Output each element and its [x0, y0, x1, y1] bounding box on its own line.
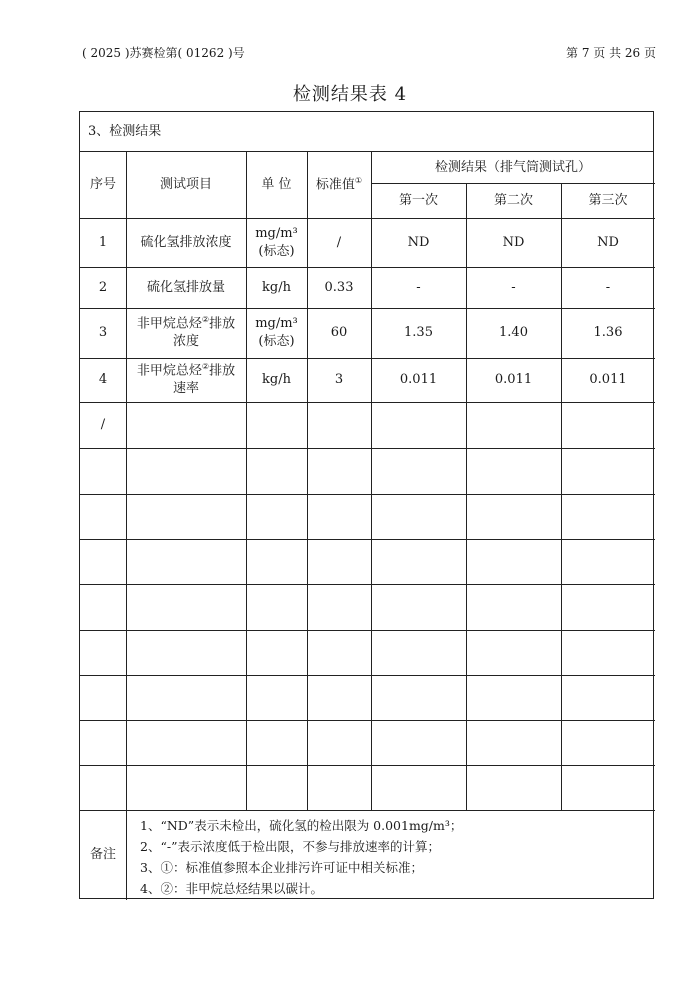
item-line-1 — [137, 362, 235, 380]
header-seq — [80, 152, 126, 218]
cell-third — [561, 358, 655, 402]
cell-first — [371, 267, 466, 308]
cell-item — [126, 218, 246, 267]
remark-line: 1、“ND”表示未检出，硫化氢的检出限为 0.001mg/m³； — [140, 818, 463, 833]
cell-second — [466, 267, 561, 308]
remark-line: 4、②：非甲烷总烃结果以碳计。 — [140, 881, 323, 896]
standard-footnote-mark: ① — [354, 176, 363, 186]
row-line — [80, 539, 655, 540]
cell-standard — [307, 358, 371, 402]
result-third: 0.011 — [589, 372, 627, 388]
row-line — [80, 765, 655, 766]
cell-item — [126, 402, 246, 448]
cell-unit — [246, 308, 307, 358]
cell-first — [371, 308, 466, 358]
section-label: 3、检测结果 — [80, 112, 653, 152]
item-name: 硫化氢排放量 — [146, 279, 225, 295]
result-first: 0.011 — [399, 372, 438, 388]
standard-label-wrap — [316, 176, 362, 194]
item-line-2: 速率 — [172, 381, 199, 397]
remark-line: 3、①：标准值参照本企业排污许可证中相关标准； — [140, 860, 423, 875]
cell-third — [561, 402, 655, 448]
cell-seq — [80, 402, 126, 448]
result-first: ND — [407, 234, 430, 250]
header-unit — [246, 152, 307, 218]
cell-first — [371, 218, 466, 267]
result-second: - — [511, 279, 516, 295]
seq-value: / — [100, 417, 106, 433]
seq-value: 4 — [98, 372, 108, 388]
cell-seq — [80, 218, 126, 267]
result-third: 1.36 — [593, 325, 623, 341]
doc-number: ( 2025 )苏赛检第( 01262 )号 — [82, 46, 245, 60]
cell-item — [126, 267, 246, 308]
row-line — [80, 810, 655, 811]
cell-unit — [246, 218, 307, 267]
row-line — [80, 720, 655, 721]
cell-third — [561, 218, 655, 267]
header-standard-label: 标准值 — [315, 177, 355, 193]
cell-third — [561, 308, 655, 358]
header-third-label: 第三次 — [588, 192, 628, 208]
result-second: 0.011 — [494, 372, 533, 388]
item-name-suffix: 排放 — [209, 363, 236, 379]
result-first: - — [416, 279, 421, 295]
cell-unit — [246, 358, 307, 402]
unit-value: kg/h — [262, 372, 291, 388]
cell-third — [561, 267, 655, 308]
remarks-label-cell — [80, 810, 126, 900]
cell-standard — [307, 267, 371, 308]
standard-value: / — [336, 234, 342, 250]
cell-standard — [307, 308, 371, 358]
cell-first — [371, 358, 466, 402]
header-second — [466, 183, 561, 218]
remarks-label: 备注 — [89, 847, 116, 863]
page-title: 检测结果表 4 — [292, 84, 408, 105]
results-table — [79, 111, 654, 899]
result-third: ND — [597, 234, 619, 250]
unit-value: mg/m³ — [255, 225, 298, 241]
cell-second — [466, 358, 561, 402]
remark-line: 2、“-”表示浓度低于检出限，不参与排放速率的计算； — [140, 839, 440, 854]
result-second: 1.40 — [499, 325, 528, 341]
row-line — [80, 675, 655, 676]
item-name: 非甲烷总烃 — [136, 316, 202, 332]
cell-standard — [307, 402, 371, 448]
cell-seq — [80, 267, 126, 308]
cell-seq — [80, 308, 126, 358]
cell-first — [371, 402, 466, 448]
header-item-label: 测试项目 — [159, 177, 212, 193]
cell-item — [126, 308, 246, 358]
remarks-divider — [126, 810, 127, 900]
seq-value: 2 — [98, 279, 108, 295]
result-third: - — [605, 279, 611, 295]
standard-value: 3 — [334, 372, 344, 388]
cell-item — [126, 358, 246, 402]
cell-second — [466, 308, 561, 358]
header-third — [561, 183, 655, 218]
result-first: 1.35 — [404, 325, 433, 341]
item-name: 非甲烷总烃 — [136, 363, 202, 379]
cell-second — [466, 402, 561, 448]
unit-qualifier: (标态) — [258, 334, 295, 349]
header-unit-label: 单 位 — [261, 177, 292, 193]
unit-qualifier: (标态) — [258, 243, 295, 259]
header-first-label: 第一次 — [398, 192, 438, 208]
item-line-1 — [137, 315, 235, 333]
item-name: 硫化氢排放浓度 — [140, 234, 232, 250]
cell-unit — [246, 267, 307, 308]
header-second-label: 第二次 — [493, 192, 533, 208]
seq-value: 1 — [98, 234, 108, 250]
result-second: ND — [502, 234, 525, 250]
row-line — [80, 584, 655, 585]
cell-unit — [246, 402, 307, 448]
header-standard — [307, 152, 371, 218]
header-seq-label: 序号 — [89, 177, 116, 193]
page-info: 第 7 页 共 26 页 — [566, 46, 656, 60]
row-line — [80, 630, 655, 631]
standard-value: 60 — [330, 325, 348, 341]
row-line — [80, 448, 655, 449]
cell-standard — [307, 218, 371, 267]
row-line — [80, 494, 655, 495]
unit-value: mg/m³ — [255, 316, 298, 332]
item-name-suffix: 排放 — [209, 316, 236, 332]
seq-value: 3 — [98, 325, 108, 341]
cell-second — [466, 218, 561, 267]
item-line-2: 浓度 — [172, 334, 199, 350]
header-item — [126, 152, 246, 218]
item-footnote-mark: ② — [201, 315, 210, 325]
item-footnote-mark: ② — [201, 362, 210, 372]
header-results-group — [371, 152, 655, 183]
header-results-label: 检测结果（排气筒测试孔） — [434, 159, 591, 175]
header-first — [371, 183, 466, 218]
unit-value: kg/h — [262, 279, 291, 295]
standard-value: 0.33 — [324, 279, 354, 295]
cell-seq — [80, 358, 126, 402]
